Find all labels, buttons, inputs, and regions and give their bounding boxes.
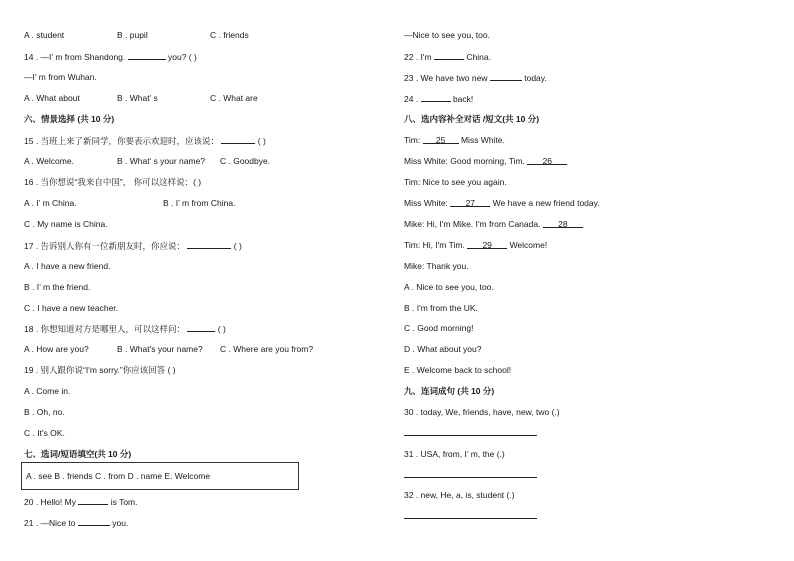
option-a[interactable]: A . I’ m China. <box>24 198 77 208</box>
option-b[interactable]: B . I'm from the UK. <box>404 303 478 313</box>
option-e[interactable]: E . Welcome back to school! <box>404 365 512 375</box>
question-18: 18 . 你想知道对方是哪里人，可以这样问： ( ) <box>24 324 226 334</box>
dialog-line-28: Mike: Hi, I'm Mike. I'm from Canada. 28 <box>404 219 583 230</box>
dialog-line-26: Miss White: Good morning, Tim. 26 <box>404 156 567 167</box>
answer-blank[interactable] <box>128 51 166 60</box>
answer-line-30[interactable] <box>404 435 537 436</box>
option-b[interactable]: B . pupil <box>117 30 148 40</box>
option-c[interactable]: C . My name is China. <box>24 219 108 229</box>
option-b[interactable]: B . I’ m the friend. <box>24 282 91 292</box>
dialog-line: Tim: Nice to see you again. <box>404 177 507 187</box>
answer-blank-28[interactable]: 28 <box>543 219 583 228</box>
option-c[interactable]: C . friends <box>210 30 249 40</box>
option-c[interactable]: C . Good morning! <box>404 323 474 333</box>
word-bank: A . see B . friends C . from D . name E. Welcome <box>26 471 211 481</box>
answer-blank[interactable] <box>78 496 108 505</box>
question-20: 20 . Hello! My is Tom. <box>24 497 138 507</box>
option-c[interactable]: C . It's OK. <box>24 428 65 438</box>
question-32: 32 . new, He, a, is, student (.) <box>404 490 515 500</box>
option-a[interactable]: A . I have a new friend. <box>24 261 111 271</box>
question-16: 16 . 当你想说“我来自中国”， 你可以这样说：( ) <box>24 177 202 187</box>
answer-line-32[interactable] <box>404 518 537 519</box>
option-a[interactable]: A . How are you? <box>24 344 89 354</box>
question-14: 14 . —I’ m from Shandong. you? ( ) <box>24 52 197 62</box>
answer-blank-29[interactable]: 29 <box>467 240 507 249</box>
section-7-heading: 七、选词/短语填空(共 10 分) <box>24 449 132 459</box>
option-b[interactable]: B . What’ s your name? <box>117 156 206 166</box>
answer-blank[interactable] <box>187 240 231 249</box>
question-17: 17 . 告诉别人你有一位新朋友时，你应说： ( ) <box>24 241 242 251</box>
option-c[interactable]: C . I have a new teacher. <box>24 303 119 313</box>
question-19: 19 . 别人跟你说“I'm sorry.”你应该回答 ( ) <box>24 365 176 375</box>
option-b[interactable]: B . Oh, no. <box>24 407 65 417</box>
option-b[interactable]: B . What's your name? <box>117 344 203 354</box>
question-15: 15 . 当班上来了新同学，你要表示欢迎时，应该说： ( ) <box>24 136 266 146</box>
answer-blank-27[interactable]: 27 <box>450 198 490 207</box>
dialog-line-25: Tim: 25 Miss White. <box>404 135 505 145</box>
dialog-line-27: Miss White: 27 We have a new friend today. <box>404 198 600 208</box>
question-23: 23 . We have two new today. <box>404 73 547 83</box>
question-22: 22 . I'm China. <box>404 52 491 62</box>
option-b[interactable]: B . What’ s <box>117 93 158 103</box>
option-a[interactable]: A . Welcome. <box>24 156 74 166</box>
answer-blank[interactable] <box>421 93 451 102</box>
option-b[interactable]: B . I’ m from China. <box>163 198 236 208</box>
answer-line-31[interactable] <box>404 477 537 478</box>
option-c[interactable]: C . Goodbye. <box>220 156 271 166</box>
answer-blank-26[interactable]: 26 <box>527 156 567 165</box>
option-a[interactable]: A . What about <box>24 93 80 103</box>
answer-blank[interactable] <box>434 51 464 60</box>
option-c[interactable]: C . Where are you from? <box>220 344 314 354</box>
answer-blank[interactable] <box>490 72 522 81</box>
section-8-heading: 八、选内容补全对话 /短文(共 10 分) <box>404 114 540 124</box>
dialog-line-29: Tim: Hi, I'm Tim. 29 Welcome! <box>404 240 548 250</box>
option-d[interactable]: D . What about you? <box>404 344 482 354</box>
option-a[interactable]: A . Come in. <box>24 386 71 396</box>
answer-blank-25[interactable]: 25 <box>423 135 459 144</box>
section-9-heading: 九、连词成句 (共 10 分) <box>404 386 495 396</box>
answer-blank[interactable] <box>78 517 110 526</box>
dialog-line: Mike: Thank you. <box>404 261 469 271</box>
q21-response: —Nice to see you, too. <box>404 30 490 40</box>
option-a[interactable]: A . Nice to see you, too. <box>404 282 494 292</box>
option-a[interactable]: A . student <box>24 30 65 40</box>
answer-blank[interactable] <box>187 323 215 332</box>
answer-blank[interactable] <box>221 135 255 144</box>
option-c[interactable]: C . What are <box>210 93 258 103</box>
q14-response: —I’ m from Wuhan. <box>24 72 97 82</box>
section-6-heading: 六、情景选择 (共 10 分) <box>24 114 115 124</box>
question-31: 31 . USA, from, I’ m, the (.) <box>404 449 505 459</box>
question-24: 24 . back! <box>404 94 474 104</box>
question-21: 21 . —Nice to you. <box>24 518 129 528</box>
question-30: 30 . today, We, friends, have, new, two (.) <box>404 407 560 417</box>
